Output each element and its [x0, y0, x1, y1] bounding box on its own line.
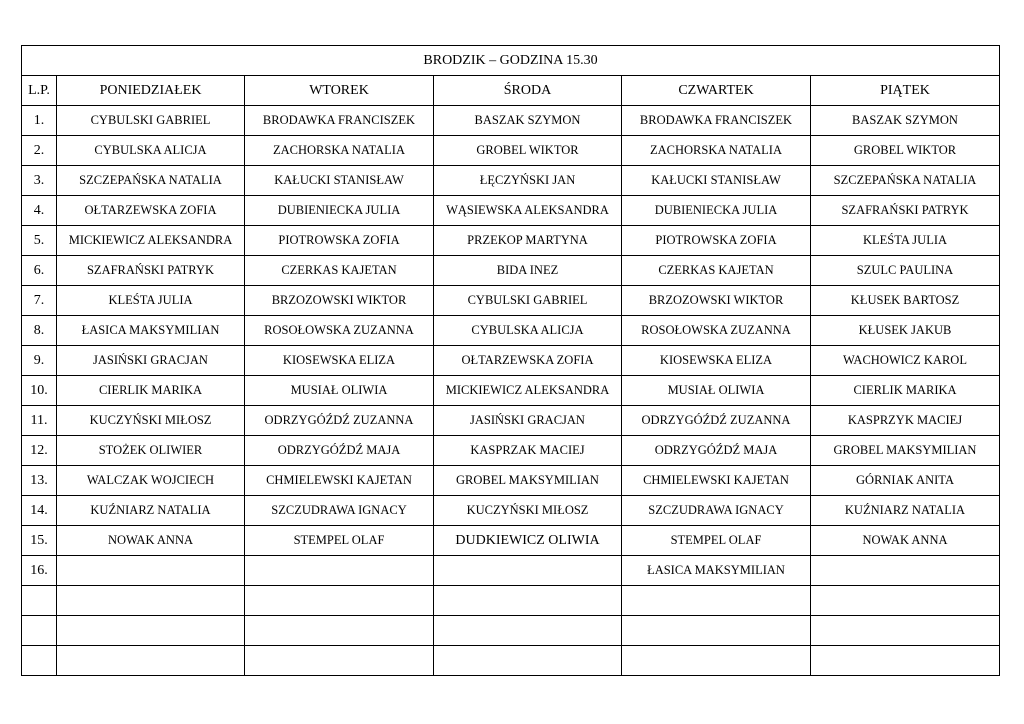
- row-number: 13.: [22, 466, 57, 496]
- cell-friday: NOWAK ANNA: [811, 526, 1000, 556]
- table-title: BRODZIK – GODZINA 15.30: [22, 46, 1000, 76]
- cell-wednesday: MICKIEWICZ ALEKSANDRA: [434, 376, 622, 406]
- cell-wednesday: GROBEL WIKTOR: [434, 136, 622, 166]
- table-row: [22, 466, 1000, 496]
- cell-thursday: STEMPEL OLAF: [622, 526, 811, 556]
- row-number: 11.: [22, 406, 57, 436]
- cell-monday: ŁASICA MAKSYMILIAN: [57, 316, 245, 346]
- cell-thursday: ROSOŁOWSKA ZUZANNA: [622, 316, 811, 346]
- cell-tuesday: ODRZYGÓŹDŹ MAJA: [245, 436, 434, 466]
- empty-cell: [22, 646, 57, 676]
- cell-wednesday: GROBEL MAKSYMILIAN: [434, 466, 622, 496]
- cell-monday: CYBULSKI GABRIEL: [57, 106, 245, 136]
- table-row: [22, 376, 1000, 406]
- cell-monday: [57, 556, 245, 586]
- empty-cell: [434, 646, 622, 676]
- cell-wednesday: ŁĘCZYŃSKI JAN: [434, 166, 622, 196]
- empty-cell: [811, 646, 1000, 676]
- empty-cell: [22, 616, 57, 646]
- table-row: [22, 256, 1000, 286]
- row-number: 8.: [22, 316, 57, 346]
- cell-monday: OŁTARZEWSKA ZOFIA: [57, 196, 245, 226]
- empty-cell: [57, 646, 245, 676]
- cell-monday: NOWAK ANNA: [57, 526, 245, 556]
- cell-friday: GROBEL MAKSYMILIAN: [811, 436, 1000, 466]
- cell-friday: GROBEL WIKTOR: [811, 136, 1000, 166]
- table-row: [22, 556, 1000, 586]
- header-friday: PIĄTEK: [811, 76, 1000, 106]
- header-row: [22, 76, 1000, 106]
- cell-wednesday: BIDA INEZ: [434, 256, 622, 286]
- row-number: 9.: [22, 346, 57, 376]
- cell-tuesday: ODRZYGÓŹDŹ ZUZANNA: [245, 406, 434, 436]
- row-number: 4.: [22, 196, 57, 226]
- cell-thursday: CHMIELEWSKI KAJETAN: [622, 466, 811, 496]
- cell-friday: WACHOWICZ KAROL: [811, 346, 1000, 376]
- table-row: [22, 406, 1000, 436]
- cell-friday: SZCZEPAŃSKA NATALIA: [811, 166, 1000, 196]
- table-row: [22, 286, 1000, 316]
- cell-thursday: MUSIAŁ OLIWIA: [622, 376, 811, 406]
- cell-tuesday: ROSOŁOWSKA ZUZANNA: [245, 316, 434, 346]
- table-row: [22, 496, 1000, 526]
- table-row: [22, 136, 1000, 166]
- cell-tuesday: MUSIAŁ OLIWIA: [245, 376, 434, 406]
- cell-wednesday: KUCZYŃSKI MIŁOSZ: [434, 496, 622, 526]
- cell-monday: CYBULSKA ALICJA: [57, 136, 245, 166]
- cell-monday: MICKIEWICZ ALEKSANDRA: [57, 226, 245, 256]
- table-row: [22, 346, 1000, 376]
- cell-tuesday: CHMIELEWSKI KAJETAN: [245, 466, 434, 496]
- schedule-table: [21, 45, 1000, 676]
- row-number: 2.: [22, 136, 57, 166]
- cell-thursday: SZCZUDRAWA IGNACY: [622, 496, 811, 526]
- cell-friday: SZULC PAULINA: [811, 256, 1000, 286]
- cell-thursday: ODRZYGÓŹDŹ MAJA: [622, 436, 811, 466]
- cell-friday: [811, 556, 1000, 586]
- empty-row: [22, 616, 1000, 646]
- cell-friday: KŁUSEK JAKUB: [811, 316, 1000, 346]
- cell-tuesday: BRODAWKA FRANCISZEK: [245, 106, 434, 136]
- cell-thursday: ŁASICA MAKSYMILIAN: [622, 556, 811, 586]
- header-lp: L.P.: [22, 76, 57, 106]
- cell-monday: CIERLIK MARIKA: [57, 376, 245, 406]
- header-thursday: CZWARTEK: [622, 76, 811, 106]
- empty-cell: [245, 586, 434, 616]
- cell-wednesday: DUDKIEWICZ OLIWIA: [434, 526, 622, 556]
- cell-thursday: BRODAWKA FRANCISZEK: [622, 106, 811, 136]
- header-monday: PONIEDZIAŁEK: [57, 76, 245, 106]
- empty-cell: [57, 586, 245, 616]
- header-wednesday: ŚRODA: [434, 76, 622, 106]
- cell-wednesday: [434, 556, 622, 586]
- cell-monday: STOŻEK OLIWIER: [57, 436, 245, 466]
- cell-friday: CIERLIK MARIKA: [811, 376, 1000, 406]
- empty-cell: [245, 616, 434, 646]
- empty-cell: [811, 586, 1000, 616]
- cell-wednesday: OŁTARZEWSKA ZOFIA: [434, 346, 622, 376]
- cell-tuesday: KAŁUCKI STANISŁAW: [245, 166, 434, 196]
- row-number: 12.: [22, 436, 57, 466]
- cell-thursday: DUBIENIECKA JULIA: [622, 196, 811, 226]
- header-tuesday: WTOREK: [245, 76, 434, 106]
- table-row: [22, 196, 1000, 226]
- title-row: [22, 46, 1000, 76]
- table-row: [22, 436, 1000, 466]
- cell-wednesday: CYBULSKI GABRIEL: [434, 286, 622, 316]
- cell-monday: KUŹNIARZ NATALIA: [57, 496, 245, 526]
- cell-tuesday: [245, 556, 434, 586]
- table-row: [22, 106, 1000, 136]
- empty-cell: [434, 586, 622, 616]
- table-row: [22, 226, 1000, 256]
- cell-friday: BASZAK SZYMON: [811, 106, 1000, 136]
- cell-tuesday: CZERKAS KAJETAN: [245, 256, 434, 286]
- empty-cell: [57, 616, 245, 646]
- cell-tuesday: PIOTROWSKA ZOFIA: [245, 226, 434, 256]
- empty-cell: [622, 586, 811, 616]
- cell-monday: WALCZAK WOJCIECH: [57, 466, 245, 496]
- empty-row: [22, 646, 1000, 676]
- row-number: 14.: [22, 496, 57, 526]
- row-number: 6.: [22, 256, 57, 286]
- cell-tuesday: KIOSEWSKA ELIZA: [245, 346, 434, 376]
- cell-thursday: PIOTROWSKA ZOFIA: [622, 226, 811, 256]
- cell-tuesday: ZACHORSKA NATALIA: [245, 136, 434, 166]
- cell-monday: KUCZYŃSKI MIŁOSZ: [57, 406, 245, 436]
- cell-friday: GÓRNIAK ANITA: [811, 466, 1000, 496]
- cell-wednesday: KASPRZAK MACIEJ: [434, 436, 622, 466]
- empty-cell: [22, 586, 57, 616]
- cell-friday: KASPRZYK MACIEJ: [811, 406, 1000, 436]
- cell-thursday: CZERKAS KAJETAN: [622, 256, 811, 286]
- cell-friday: KLEŚTA JULIA: [811, 226, 1000, 256]
- row-number: 1.: [22, 106, 57, 136]
- row-number: 7.: [22, 286, 57, 316]
- cell-tuesday: BRZOZOWSKI WIKTOR: [245, 286, 434, 316]
- cell-thursday: KAŁUCKI STANISŁAW: [622, 166, 811, 196]
- empty-cell: [434, 616, 622, 646]
- row-number: 15.: [22, 526, 57, 556]
- cell-thursday: ZACHORSKA NATALIA: [622, 136, 811, 166]
- cell-wednesday: PRZEKOP MARTYNA: [434, 226, 622, 256]
- cell-wednesday: JASIŃSKI GRACJAN: [434, 406, 622, 436]
- table-row: [22, 526, 1000, 556]
- table-row: [22, 166, 1000, 196]
- cell-monday: SZCZEPAŃSKA NATALIA: [57, 166, 245, 196]
- cell-friday: KŁUSEK BARTOSZ: [811, 286, 1000, 316]
- cell-monday: JASIŃSKI GRACJAN: [57, 346, 245, 376]
- cell-wednesday: WĄSIEWSKA ALEKSANDRA: [434, 196, 622, 226]
- cell-monday: SZAFRAŃSKI PATRYK: [57, 256, 245, 286]
- empty-cell: [811, 616, 1000, 646]
- row-number: 10.: [22, 376, 57, 406]
- cell-monday: KLEŚTA JULIA: [57, 286, 245, 316]
- cell-tuesday: SZCZUDRAWA IGNACY: [245, 496, 434, 526]
- row-number: 3.: [22, 166, 57, 196]
- cell-wednesday: BASZAK SZYMON: [434, 106, 622, 136]
- row-number: 16.: [22, 556, 57, 586]
- row-number: 5.: [22, 226, 57, 256]
- cell-tuesday: DUBIENIECKA JULIA: [245, 196, 434, 226]
- empty-cell: [245, 646, 434, 676]
- empty-cell: [622, 646, 811, 676]
- cell-friday: KUŹNIARZ NATALIA: [811, 496, 1000, 526]
- cell-thursday: BRZOZOWSKI WIKTOR: [622, 286, 811, 316]
- empty-cell: [622, 616, 811, 646]
- cell-wednesday: CYBULSKA ALICJA: [434, 316, 622, 346]
- cell-thursday: ODRZYGÓŹDŹ ZUZANNA: [622, 406, 811, 436]
- table-row: [22, 316, 1000, 346]
- empty-row: [22, 586, 1000, 616]
- cell-thursday: KIOSEWSKA ELIZA: [622, 346, 811, 376]
- cell-friday: SZAFRAŃSKI PATRYK: [811, 196, 1000, 226]
- cell-tuesday: STEMPEL OLAF: [245, 526, 434, 556]
